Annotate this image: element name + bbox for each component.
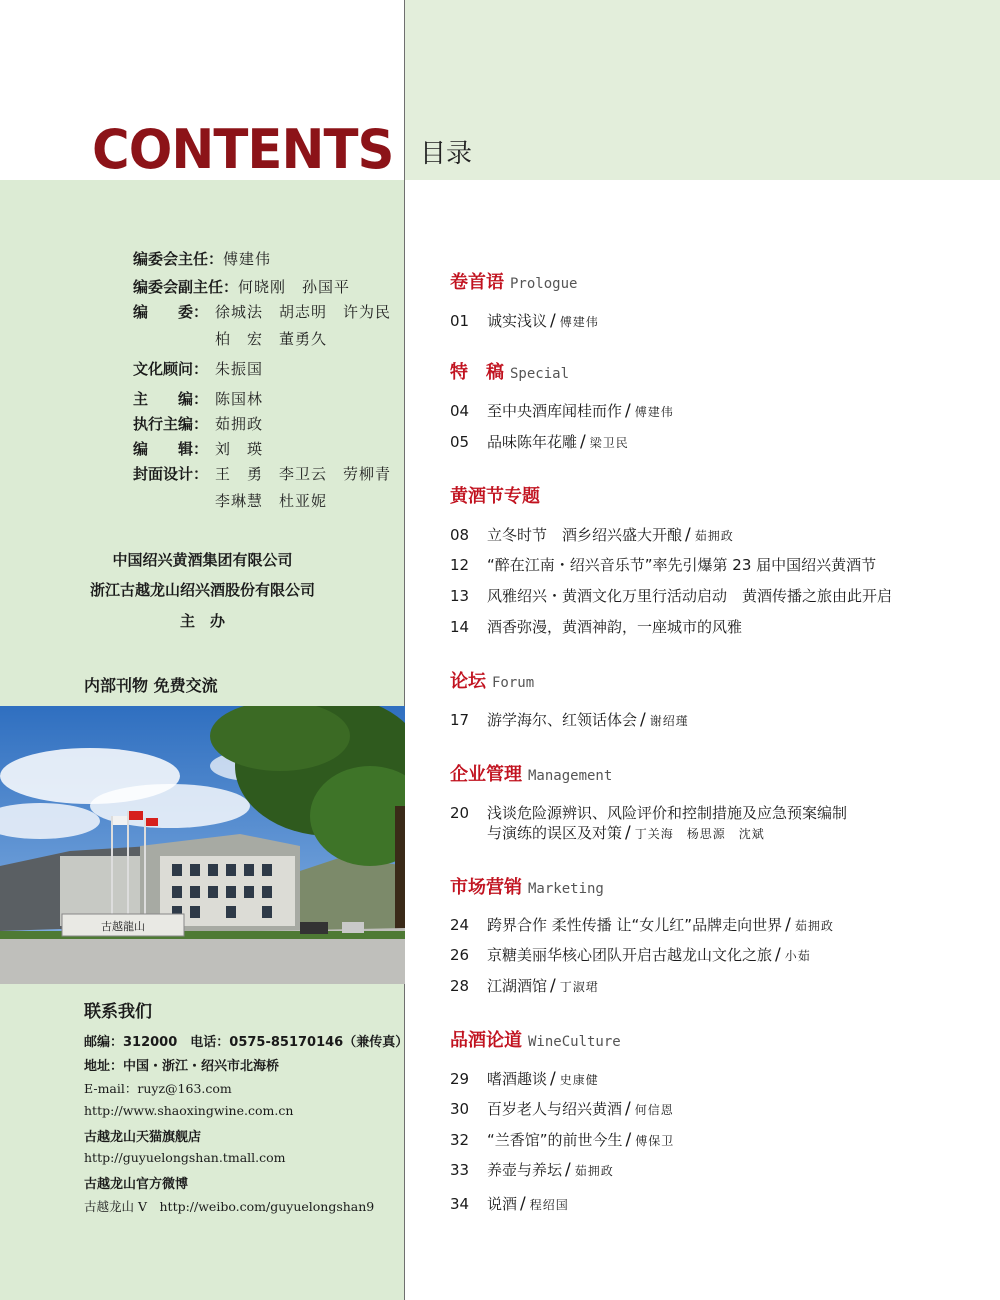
header-band [405,0,1000,180]
contact-website[interactable]: http://www.shaoxingwine.com.cn [84,1103,294,1118]
toc-item[interactable]: 05 品味陈年花雕 / 梁卫民 [450,432,629,452]
toc-item[interactable]: 29 嗜酒趣谈 / 史康健 [450,1069,599,1089]
photo-sign-text: 古越龍山 [101,920,145,933]
board-row: 主 编： 陈国林 [133,390,264,408]
headquarters-photo [0,706,405,984]
organizer-label: 主 办 [179,612,225,630]
contact-postcode-phone: 邮编：312000 电话：0575-85170146（兼传真） [84,1035,409,1050]
toc-item[interactable]: 32 “兰香馆”的前世今生 / 傅保卫 [450,1130,675,1150]
section-management: 企业管理 Management [450,764,613,785]
contact-weibo-link[interactable]: 古越龙山 V http://weibo.com/guyuelongshan9 [84,1199,375,1214]
board-row: 柏 宏 董勇久 [215,330,328,348]
organizer-2: 浙江古越龙山绍兴酒股份有限公司 [89,581,315,599]
contact-weibo-label: 古越龙山官方微博 [84,1177,189,1192]
section-forum: 论坛 Forum [450,671,535,692]
toc-item[interactable]: 08 立冬时节 酒乡绍兴盛大开酿 / 茹拥政 [450,525,734,545]
toc-item[interactable]: 30 百岁老人与绍兴黄酒 / 何信恩 [450,1099,674,1119]
toc-item[interactable]: 20 浅谈危险源辨识、风险评价和控制措施及应急预案编制 [450,804,848,822]
board-row: 文化顾问： 朱振国 [133,360,264,378]
toc-heading: 目录 [420,139,473,169]
organizer-1: 中国绍兴黄酒集团有限公司 [112,551,293,569]
toc-item[interactable]: 28 江湖酒馆 / 丁淑珺 [450,976,599,996]
board-row: 编委会副主任：何晓刚 孙国平 [133,278,351,296]
contact-tmall-label: 古越龙山天猫旗舰店 [84,1130,202,1145]
toc-item[interactable]: 12 “醉在江南・绍兴音乐节”率先引爆第 23 届中国绍兴黄酒节 [450,556,877,574]
section-wine-culture: 品酒论道 WineCulture [450,1030,621,1051]
section-wine-festival: 黄酒节专题 [450,486,540,507]
toc-item[interactable]: 04 至中央酒库闻桂而作 / 傅建伟 [450,401,674,421]
contact-email[interactable]: E-mail：ruyz@163.com [84,1081,232,1096]
toc-item[interactable]: 34 说酒 / 程绍国 [450,1194,569,1214]
toc-item[interactable]: 33 养壶与养坛 / 茹拥政 [450,1160,614,1180]
section-special: 特 稿 Special [450,362,570,383]
contact-title: 联系我们 [84,1002,152,1022]
toc-item[interactable]: 14 酒香弥漫，黄酒神韵，一座城市的风雅 [450,618,743,636]
internal-note: 内部刊物 免费交流 [84,676,218,695]
contact-address: 地址：中国・浙江・绍兴市北海桥 [84,1059,280,1074]
board-row: 编委会主任：傅建伟 [133,250,272,268]
section-marketing: 市场营销 Marketing [450,877,604,898]
cover-photo [0,706,405,984]
contents-title: CONTENTS [92,118,394,181]
board-row: 封面设计： 王 勇 李卫云 劳柳青 [133,465,392,483]
toc-item-continued[interactable]: 与演练的误区及对策 / 丁关海 杨思源 沈斌 [487,823,765,843]
column-divider [404,0,405,1300]
section-prologue: 卷首语 Prologue [450,272,578,293]
toc-item[interactable]: 17 游学海尔、红领话体会 / 谢绍瑾 [450,710,689,730]
board-row: 编 辑： 刘 瑛 [133,440,264,458]
contact-tmall-link[interactable]: http://guyuelongshan.tmall.com [84,1150,286,1165]
board-row: 编 委： 徐城法 胡志明 许为民 [133,303,392,321]
toc-item[interactable]: 26 京糖美丽华核心团队开启古越龙山文化之旅 / 小茹 [450,945,811,965]
toc-item[interactable]: 24 跨界合作 柔性传播 让“女儿红”品牌走向世界 / 茹拥政 [450,915,834,935]
toc-item[interactable]: 01 诚实浅议 / 傅建伟 [450,311,599,331]
toc-item[interactable]: 13 风雅绍兴・黄酒文化万里行活动启动 黄酒传播之旅由此开启 [450,587,893,605]
board-row: 执行主编： 茹拥政 [133,415,264,433]
board-row: 李琳慧 杜亚妮 [215,492,328,510]
